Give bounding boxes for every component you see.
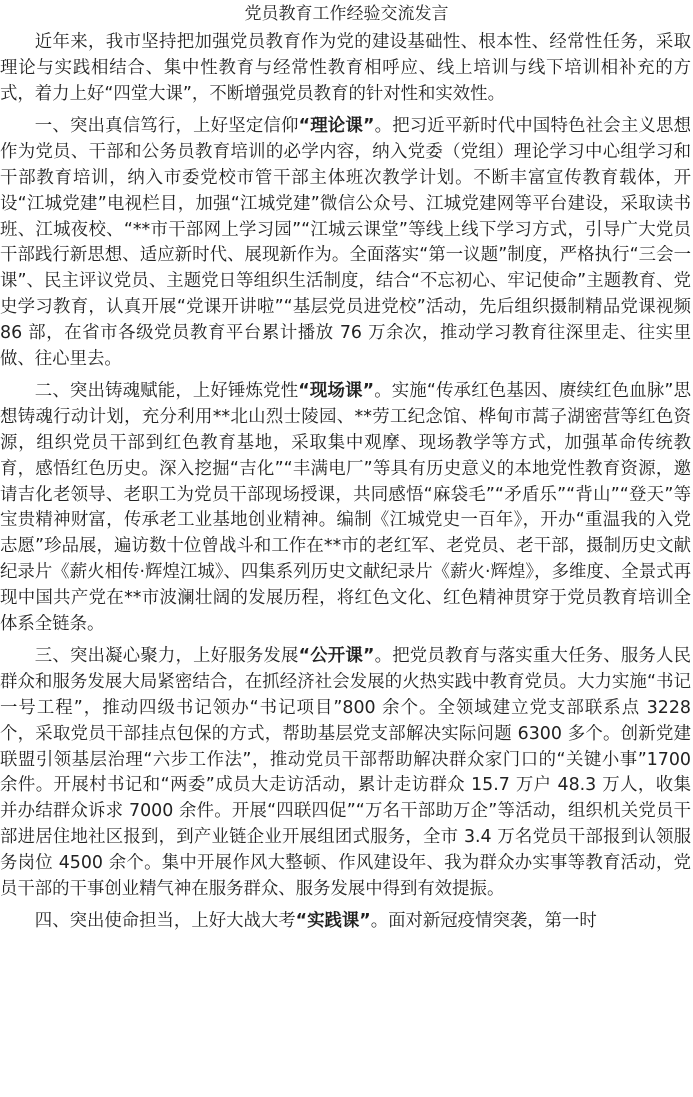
- section-1-paragraph: [0, 114, 693, 372]
- section-3-paragraph: [0, 644, 693, 902]
- section-4-lead: 四、突出使命担当，上好大战大考: [34, 911, 296, 932]
- section-4-course: “实践课”: [295, 911, 371, 932]
- section-1-lead: 一、突出真信笃行，上好坚定信仰: [34, 116, 299, 137]
- section-1-course: “理论课”: [298, 116, 375, 137]
- section-3-lead: 三、突出凝心聚力，上好服务发展: [34, 646, 299, 667]
- section-2-body: 。实施“传承红色基因、赓续红色血脉”思想铸魂行动计划，充分利用**北山烈士陵园、**劳工纪念馆、桦甸市蒿子湖密营等红色资源，组织党员干部到红色教育基地，采取集中观摩、现场教学等方式，加强革命传统教育，感悟红色历史。深入挖掘“吉化”“丰满电厂”等具有历史意义的本地党性教育资源，邀请吉化老领导、老职工为党员干部现场授课，共同感悟“麻袋毛”“矛盾乐”“背山”“登天”等宝贵精神财富，传承老工业基地创业精神。编制《江城党史一百年》，开办“重温我的入党志愿”珍品展，遍访数十位曾战斗和工作在**市的老红军、老党员、老干部，摄制历史文献纪录片《薪火相传·辉煌江城》、四集系列历史文献纪录片《薪火·辉煌》，多维度、全景式再现中国共产党在**市波澜壮阔的发展历程，将红色文化、红色精神贯穿于党员教育培训全体系全链条。: [0, 381, 691, 634]
- section-1-body: 。把习近平新时代中国特色社会主义思想作为党员、干部和公务员教育培训的必学内容，纳入党委（党组）理论学习中心组学习和干部教育培训，纳入市委党校市管干部主体班次教学计划。不断丰富宣传教育载体，开设“江城党建”电视栏目，加强“江城党建”微信公众号、江城党建网等平台建设，采取读书班、江城夜校、“**市干部网上学习园”“江城云课堂”等线上线下学习方式，引导广大党员干部践行新思想、适应新时代、展现新作为。全面落实“第一议题”制度，严格执行“三会一课”、民主评议党员、主题党日等组织生活制度，结合“不忘初心、牢记使命”主题教育、党史学习教育，认真开展“党课开讲啦”“基层党员进党校”活动，先后组织摄制精品党课视频 86 部，在省市各级党员教育平台累计播放 76 万余次，推动学习教育往深里走、往实里做、往心里去。: [0, 116, 691, 369]
- section-3-course: “公开课”: [298, 646, 375, 667]
- section-4-body: 。面对新冠疫情突袭，第一时: [370, 911, 597, 932]
- section-2-lead: 二、突出铸魂赋能，上好锤炼党性: [34, 381, 299, 402]
- section-3-body: 。把党员教育与落实重大任务、服务人民群众和服务发展大局紧密结合，在抓经济社会发展的火热实践中教育党员。大力实施“书记一号工程”，推动四级书记领办“书记项目”800 余个。全领域建立党支部联系点 3228 个，采取党员干部挂点包保的方式，帮助基层党支部解决实际问题 6300 多个。创新党建联盟引领基层治理“六步工作法”，推动党员干部帮助解决群众家门口的“关键小事”1700 余件。开展村书记和“两委”成员大走访活动，累计走访群众 15.7 万户 48.3 万人，收集并办结群众诉求 7000 余件。开展“四联四促”“万名干部助万企”等活动，组织机关党员干部进居住地社区报到，到产业链企业开展组团式服务，全市 3.4 万名党员干部报到认领服务岗位 4500 余个。集中开展作风大整顿、作风建设年、我为群众办实事等教育活动，党员干部的干事创业精气神在服务群众、服务发展中得到有效提振。: [0, 646, 691, 899]
- document-title: 党员教育工作经验交流发言: [244, 4, 449, 24]
- section-2-course: “现场课”: [298, 381, 375, 402]
- intro-paragraph: 近年来，我市坚持把加强党员教育作为党的建设基础性、根本性、经常性任务，采取理论与实践相结合、集中性教育与经常性教育相呼应、线上培训与线下培训相补充的方式，着力上好“四堂大课”，不断增强党员教育的针对性和实效性。: [0, 32, 691, 104]
- section-2-paragraph: [0, 379, 693, 637]
- section-4-paragraph: [0, 909, 693, 935]
